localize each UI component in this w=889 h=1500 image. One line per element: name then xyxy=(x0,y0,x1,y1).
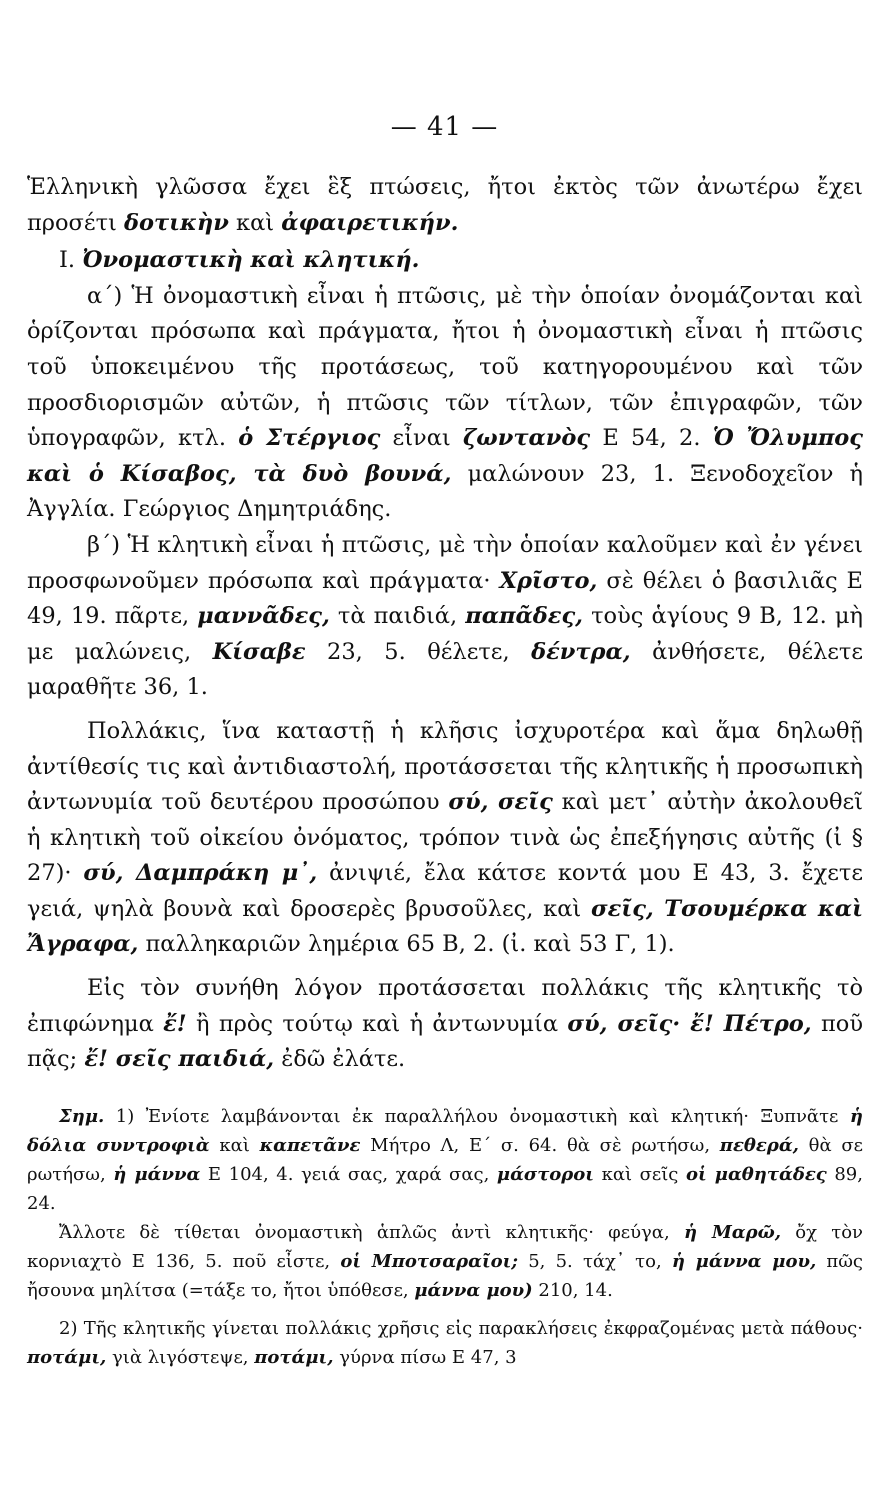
text-run: Μήτρο Λ, Ε΄ σ. 64. θὰ σὲ ρωτήσω, xyxy=(360,1135,720,1156)
text-run: 2) Τῆς κλητικῆς γίνεται πολλάκις χρῆσις εἰς παρακλήσεις ἐκφραζομένας μετὰ πάθους· xyxy=(59,1318,863,1339)
text-run: τὰ παιδιά, xyxy=(329,603,466,630)
bold-term: ἀφαιρετικήν. xyxy=(281,209,459,236)
text-run: Ἑλληνικὴ γλῶσσα ἔχει ἓξ πτώσεις, ἤτοι ἐκτὸς τῶν ἀνωτέρω ἔχει προσέτι xyxy=(27,174,863,236)
text-run: θὰ σε ρωτήσω, xyxy=(27,1135,864,1185)
bold-term: οἱ Μποτσαραῖοι; xyxy=(340,1251,519,1272)
text-run: α΄) Ἡ ὀνομαστικὴ εἶναι ἡ πτῶσις, μὲ τὴν ὁποίαν ὀνομάζονται καὶ ὁρίζονται πρόσωπα καὶ πράγματα, ἤτοι ἡ ὀνομαστικὴ εἶναι ἡ πτῶσις τοῦ ὑποκειμένου τῆς προτάσεως, τοῦ κατηγορουμένου καὶ τῶν προσδιορισμῶν αὐτῶν, ἡ πτῶσις τῶν τίτλων, τῶν ἐπιγραφῶν, τῶν ὑπογραφῶν, κτλ. xyxy=(27,282,863,452)
main-text xyxy=(27,170,863,1078)
text-run: πῶς ἤσουνα μηλίτσα (=τάξε το, ἤτοι ὑπόθεσε, xyxy=(27,1251,863,1301)
text-run: 210, 14. xyxy=(532,1280,613,1301)
text-run: ὄχ τὸν κορνιαχτὸ Ε 136, 5. ποῦ εἶστε, xyxy=(27,1222,863,1272)
bold-term: μάστοροι xyxy=(496,1164,594,1185)
bold-term: σύ, σεῖς xyxy=(448,789,553,816)
bold-term: ἡ μάννα μου, xyxy=(671,1251,817,1272)
text-run: καὶ xyxy=(209,1135,260,1156)
text-run: καὶ μετ᾿ αὐτὴν ἀκολουθεῖ ἡ κλητικὴ τοῦ οἰκείου ὀνόματος, τρόπον τινὰ ὡς ἐπεξήγησις αὐτῆς (ἰ § 27)· xyxy=(27,789,863,887)
text-run: γύρνα πίσω Ε 47, 3 xyxy=(333,1347,517,1368)
text-run: Πολλάκις, ἵνα καταστῇ ἡ κλῆσις ἰσχυροτέρα καὶ ἅμα δηλωθῇ ἀντίθεσίς τις καὶ ἀντιδιαστολή, προτάσσεται τῆς κλητικῆς ἡ προσωπικὴ ἀντωνυμία τοῦ δευτέρου προσώπου xyxy=(27,717,863,816)
text-run: καὶ xyxy=(228,209,282,236)
bold-term: δέντρα, xyxy=(531,638,631,665)
section-number: I. xyxy=(59,247,83,274)
paragraph-intro xyxy=(27,170,863,241)
text-run: γιὰ λιγόστεψε, xyxy=(106,1347,255,1368)
text-run: Ἄλλοτε δὲ τίθεται ὀνομαστικὴ ἁπλῶς ἀντὶ κλητικῆς· φεύγα, xyxy=(59,1222,684,1243)
bold-term: ὁ Στέργιος xyxy=(238,425,381,452)
bold-term: ἡ μάννα xyxy=(113,1164,201,1185)
bold-term: παπᾶδες, xyxy=(465,603,584,630)
footnotes xyxy=(27,1102,863,1372)
footnote-1 xyxy=(27,1102,863,1218)
bold-term: Χρῖστο, xyxy=(499,567,598,594)
text-run: 5, 5. τάχ᾿ το, xyxy=(518,1251,672,1272)
bold-term: ἔ! xyxy=(163,1010,187,1037)
section-title: Ὀνομαστικὴ καὶ κλητική. xyxy=(82,247,420,274)
paragraph-interjection xyxy=(27,971,863,1078)
text-run: ἀνθήσετε, θέλετε μαραθῆτε 36, 1. xyxy=(27,638,864,701)
bold-term: οἱ μαθητάδες xyxy=(685,1164,827,1185)
bold-term: ἡ δόλια συντροφιὰ xyxy=(27,1106,863,1156)
paragraph-vocative xyxy=(27,528,863,706)
paragraph-nominative xyxy=(27,279,863,528)
text-run: 89, 24. xyxy=(27,1164,863,1214)
text-run: σὲ θέλει ὁ βασιλιᾶς Ε 49, 19. πᾶρτε, xyxy=(27,567,863,630)
text-run: ἢ πρὸς τούτῳ καὶ ἡ ἀντωνυμία xyxy=(186,1010,568,1037)
note-label: Σημ. xyxy=(59,1106,105,1127)
bold-term: ποτάμι, xyxy=(27,1347,107,1368)
page-number: — 41 — xyxy=(390,112,499,142)
text-run: παλληκαριῶν λημέρια 65 Β, 2. (ἰ. καὶ 53 Γ, 1). xyxy=(138,931,675,958)
footnote-2 xyxy=(27,1314,863,1372)
footnote-1-continued xyxy=(27,1218,863,1305)
bold-term: δοτικὴν xyxy=(124,209,229,236)
text-run: ποῦ πᾷς; xyxy=(27,1010,863,1073)
text-run: Ε 104, 4. γειά σας, χαρά σας, xyxy=(200,1164,497,1185)
bold-term: καπετᾶνε xyxy=(259,1135,361,1156)
section-heading xyxy=(27,243,863,279)
bold-term: ζωντανὸς xyxy=(462,425,591,452)
paragraph-pronoun xyxy=(27,714,863,963)
text-run: τοὺς ἁγίους 9 Β, 12. μὴ με μαλώνεις, xyxy=(27,603,863,665)
text-run: εἶναι xyxy=(380,425,463,452)
bold-term: ἔ! σεῖς παιδιά, xyxy=(84,1046,275,1073)
text-run: 23, 5. θέλετε, xyxy=(305,638,532,665)
bold-term: σύ, Δαμπράκη μ᾿, xyxy=(83,860,318,887)
bold-term: μαννᾶδες, xyxy=(197,603,330,630)
text-run: ἀνιψιέ, ἔλα κάτσε κοντά μου Ε 43, 3. ἔχετε γειά, ψηλὰ βουνὰ καὶ δροσερὲς βρυσοῦλες, καὶ xyxy=(27,860,863,922)
text-run: β΄) Ἡ κλητικὴ εἶναι ἡ πτῶσις, μὲ τὴν ὁποίαν καλοῦμεν καὶ ἐν γένει προσφωνοῦμεν πρόσωπα καὶ πράγματα· xyxy=(27,531,863,594)
bold-term: σεῖς, Τσουμέρκα καὶ Ἄγραφα, xyxy=(27,895,863,958)
bold-term: πεθερά, xyxy=(719,1135,799,1156)
bold-term: σύ, σεῖς· ἔ! Πέτρο, xyxy=(567,1010,812,1037)
bold-term: ἡ Μαρῶ, xyxy=(683,1222,781,1243)
bold-term: μάννα μου) xyxy=(414,1280,533,1301)
bold-term: Κίσαβε xyxy=(212,638,306,665)
text-run: Ε 54, 2. xyxy=(590,425,713,452)
bold-term: Ὁ Ὄλυμπος καὶ ὁ Κίσαβος, τὰ δυὸ βουνά, xyxy=(27,425,863,487)
bold-term: ποτάμι, xyxy=(254,1347,334,1368)
text-run: μαλώνουν 23, 1. Ξενοδοχεῖον ἡ Ἀγγλία. Γεώργιος Δημητριάδης. xyxy=(27,460,864,523)
text-run: ἐδῶ ἐλάτε. xyxy=(274,1046,406,1073)
text-run: Εἰς τὸν συνήθη λόγον προτάσσεται πολλάκις τῆς κλητικῆς τὸ ἐπιφώνημα xyxy=(27,975,863,1037)
text-run: 1) Ἐνίοτε λαμβάνονται ἐκ παραλλήλου ὀνομαστικὴ καὶ κλητική· Ξυπνᾶτε xyxy=(104,1106,850,1127)
text-run: καὶ σεῖς xyxy=(594,1164,686,1185)
